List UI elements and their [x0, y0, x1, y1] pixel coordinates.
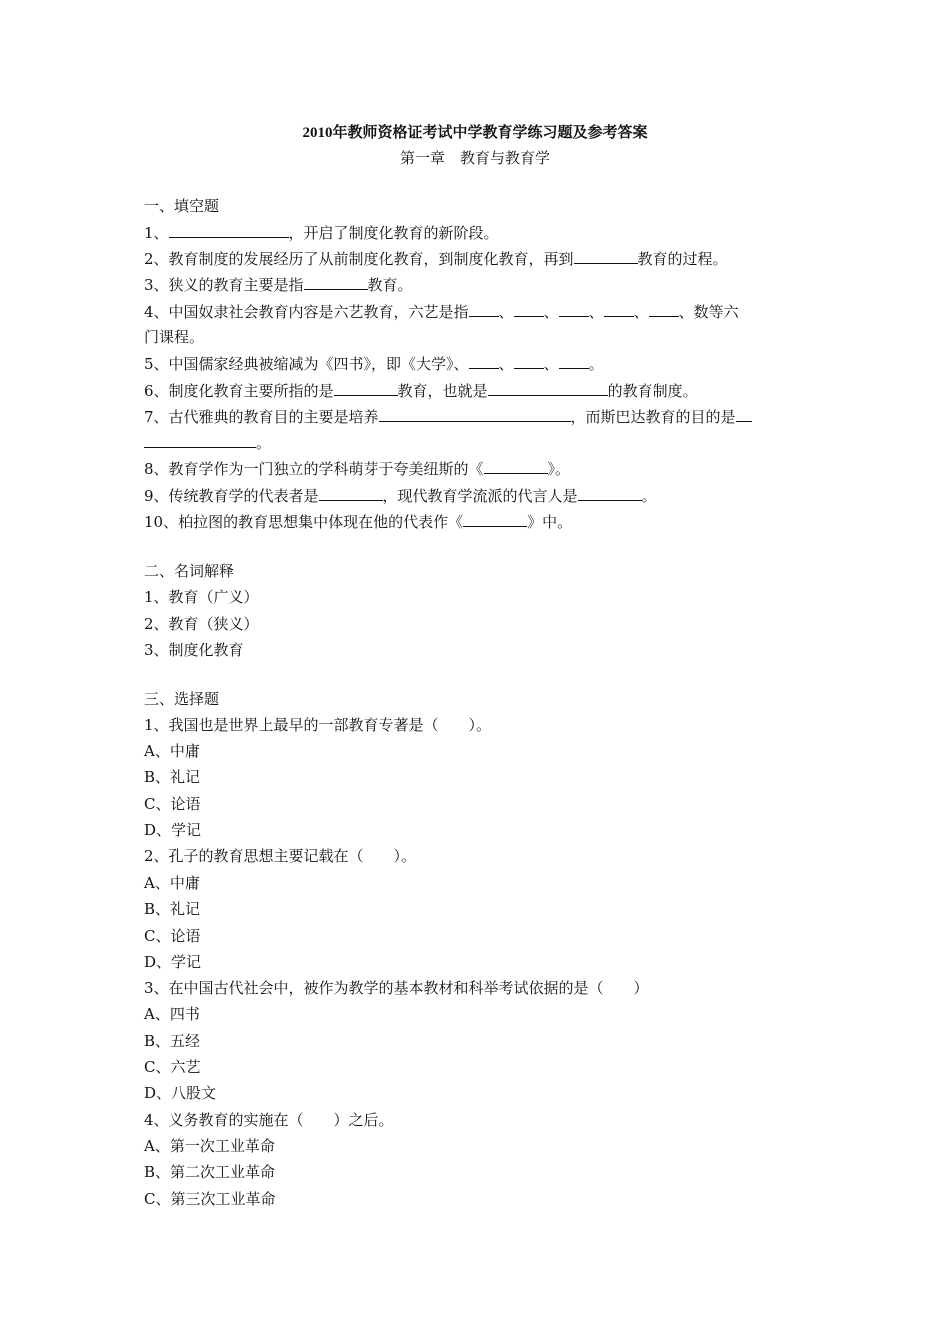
choice-option: C、第三次工业革命 [144, 1190, 276, 1208]
q5-end: 。 [588, 355, 604, 373]
q7-text-b: ，而斯巴达教育的目的是 [570, 408, 736, 426]
q7-text-c: 。 [256, 434, 272, 452]
separator: 、 [633, 303, 649, 321]
answer-blank[interactable] [484, 458, 548, 474]
answer-blank[interactable] [463, 511, 527, 527]
answer-blank[interactable] [169, 222, 289, 238]
chapter-title: 第一章 教育与教育学 [399, 149, 550, 167]
choice-option: D、学记 [144, 953, 202, 971]
q1-number: 1、 [144, 224, 169, 242]
answer-blank[interactable] [604, 301, 634, 317]
choice-option: D、八股文 [144, 1084, 217, 1102]
answer-blank[interactable] [144, 432, 256, 448]
answer-blank[interactable] [559, 301, 589, 317]
choice-option: A、中庸 [144, 874, 200, 892]
choice-option: B、礼记 [144, 900, 201, 918]
choice-question: 2、孔子的教育思想主要记载在（ ）。 [144, 847, 417, 865]
section-heading-fill: 一、填空题 [144, 197, 220, 215]
answer-blank[interactable] [469, 301, 499, 317]
term-item: 3、制度化教育 [144, 641, 244, 659]
answer-blank[interactable] [736, 406, 752, 422]
section-heading-terms: 二、名词解释 [144, 562, 235, 580]
q8-text-b: 》。 [547, 460, 571, 478]
fill-question-1 [144, 222, 499, 243]
choice-option: C、六艺 [144, 1058, 201, 1076]
q4-text-b: 、数等六 [678, 303, 739, 321]
q7-text-a: 7、古代雅典的教育目的主要是培养 [144, 408, 379, 426]
choice-question: 4、义务教育的实施在（ ）之后。 [144, 1111, 394, 1129]
answer-blank[interactable] [514, 301, 544, 317]
document-title [0, 122, 950, 143]
choice-option: B、五经 [144, 1032, 201, 1050]
answer-blank[interactable] [488, 380, 608, 396]
fill-question-9 [144, 485, 657, 506]
choice-option: A、第一次工业革命 [144, 1137, 275, 1155]
fill-question-7 [144, 406, 752, 427]
term-item: 1、教育（广义） [144, 588, 259, 606]
choice-option: D、学记 [144, 821, 202, 839]
separator: 、 [543, 303, 559, 321]
answer-blank[interactable] [469, 353, 499, 369]
choice-question: 3、在中国古代社会中，被作为教学的基本教材和科举考试依据的是（ ） [144, 979, 649, 997]
answer-blank[interactable] [574, 248, 638, 264]
choice-option: C、论语 [144, 795, 201, 813]
answer-blank[interactable] [334, 380, 398, 396]
q9-text-c: 。 [641, 487, 657, 505]
choice-option: B、礼记 [144, 768, 201, 786]
fill-question-7-continued [144, 432, 271, 453]
answer-blank[interactable] [649, 301, 679, 317]
choice-question: 1、我国也是世界上最早的一部教育专著是（ ）。 [144, 716, 492, 734]
fill-question-8 [144, 458, 570, 479]
q3-text-b: 教育。 [367, 276, 413, 294]
fill-question-4-continued: 门课程。 [144, 328, 205, 346]
choice-option: A、中庸 [144, 742, 200, 760]
answer-blank[interactable] [559, 353, 589, 369]
answer-blank[interactable] [514, 353, 544, 369]
q6-text-c: 的教育制度。 [607, 382, 698, 400]
title-text: 年教师资格证考试中学教育学练习题及参考答案 [332, 123, 648, 141]
separator: 、 [498, 355, 514, 373]
q4-text-a: 4、中国奴隶社会教育内容是六艺教育，六艺是指 [144, 303, 469, 321]
q9-text-b: ，现代教育学流派的代言人是 [382, 487, 578, 505]
fill-question-4 [144, 301, 739, 322]
answer-blank[interactable] [578, 485, 642, 501]
answer-blank[interactable] [304, 274, 368, 290]
choice-option: B、第二次工业革命 [144, 1163, 276, 1181]
term-item: 2、教育（狭义） [144, 615, 259, 633]
title-year: 2010 [302, 125, 333, 141]
section-heading-choice: 三、选择题 [144, 690, 220, 708]
fill-question-5 [144, 353, 604, 374]
choice-option: A、四书 [144, 1005, 200, 1023]
q10-text-a: 10、柏拉图的教育思想集中体现在他的代表作《 [144, 513, 464, 531]
fill-question-3 [144, 274, 413, 295]
q10-text-b: 》中。 [527, 513, 573, 531]
fill-question-6 [144, 380, 698, 401]
q6-text-a: 6、制度化教育主要所指的是 [144, 382, 334, 400]
q9-text-a: 9、传统教育学的代表者是 [144, 487, 319, 505]
q3-text-a: 3、狭义的教育主要是指 [144, 276, 304, 294]
q6-text-b: 教育，也就是 [397, 382, 488, 400]
answer-blank[interactable] [379, 406, 571, 422]
separator: 、 [543, 355, 559, 373]
separator: 、 [498, 303, 514, 321]
choice-option: C、论语 [144, 927, 201, 945]
fill-question-2 [144, 248, 728, 269]
fill-question-10 [144, 511, 572, 532]
q8-text-a: 8、教育学作为一门独立的学科萌芽于夸美纽斯的《 [144, 460, 484, 478]
q2-text-b: 教育的过程。 [637, 250, 728, 268]
answer-blank[interactable] [319, 485, 383, 501]
q1-text: ，开启了制度化教育的新阶段。 [288, 224, 499, 242]
q5-text-a: 5、中国儒家经典被缩减为《四书》，即《大学》、 [144, 355, 469, 373]
q2-text-a: 2、教育制度的发展经历了从前制度化教育，到制度化教育，再到 [144, 250, 574, 268]
separator: 、 [588, 303, 604, 321]
